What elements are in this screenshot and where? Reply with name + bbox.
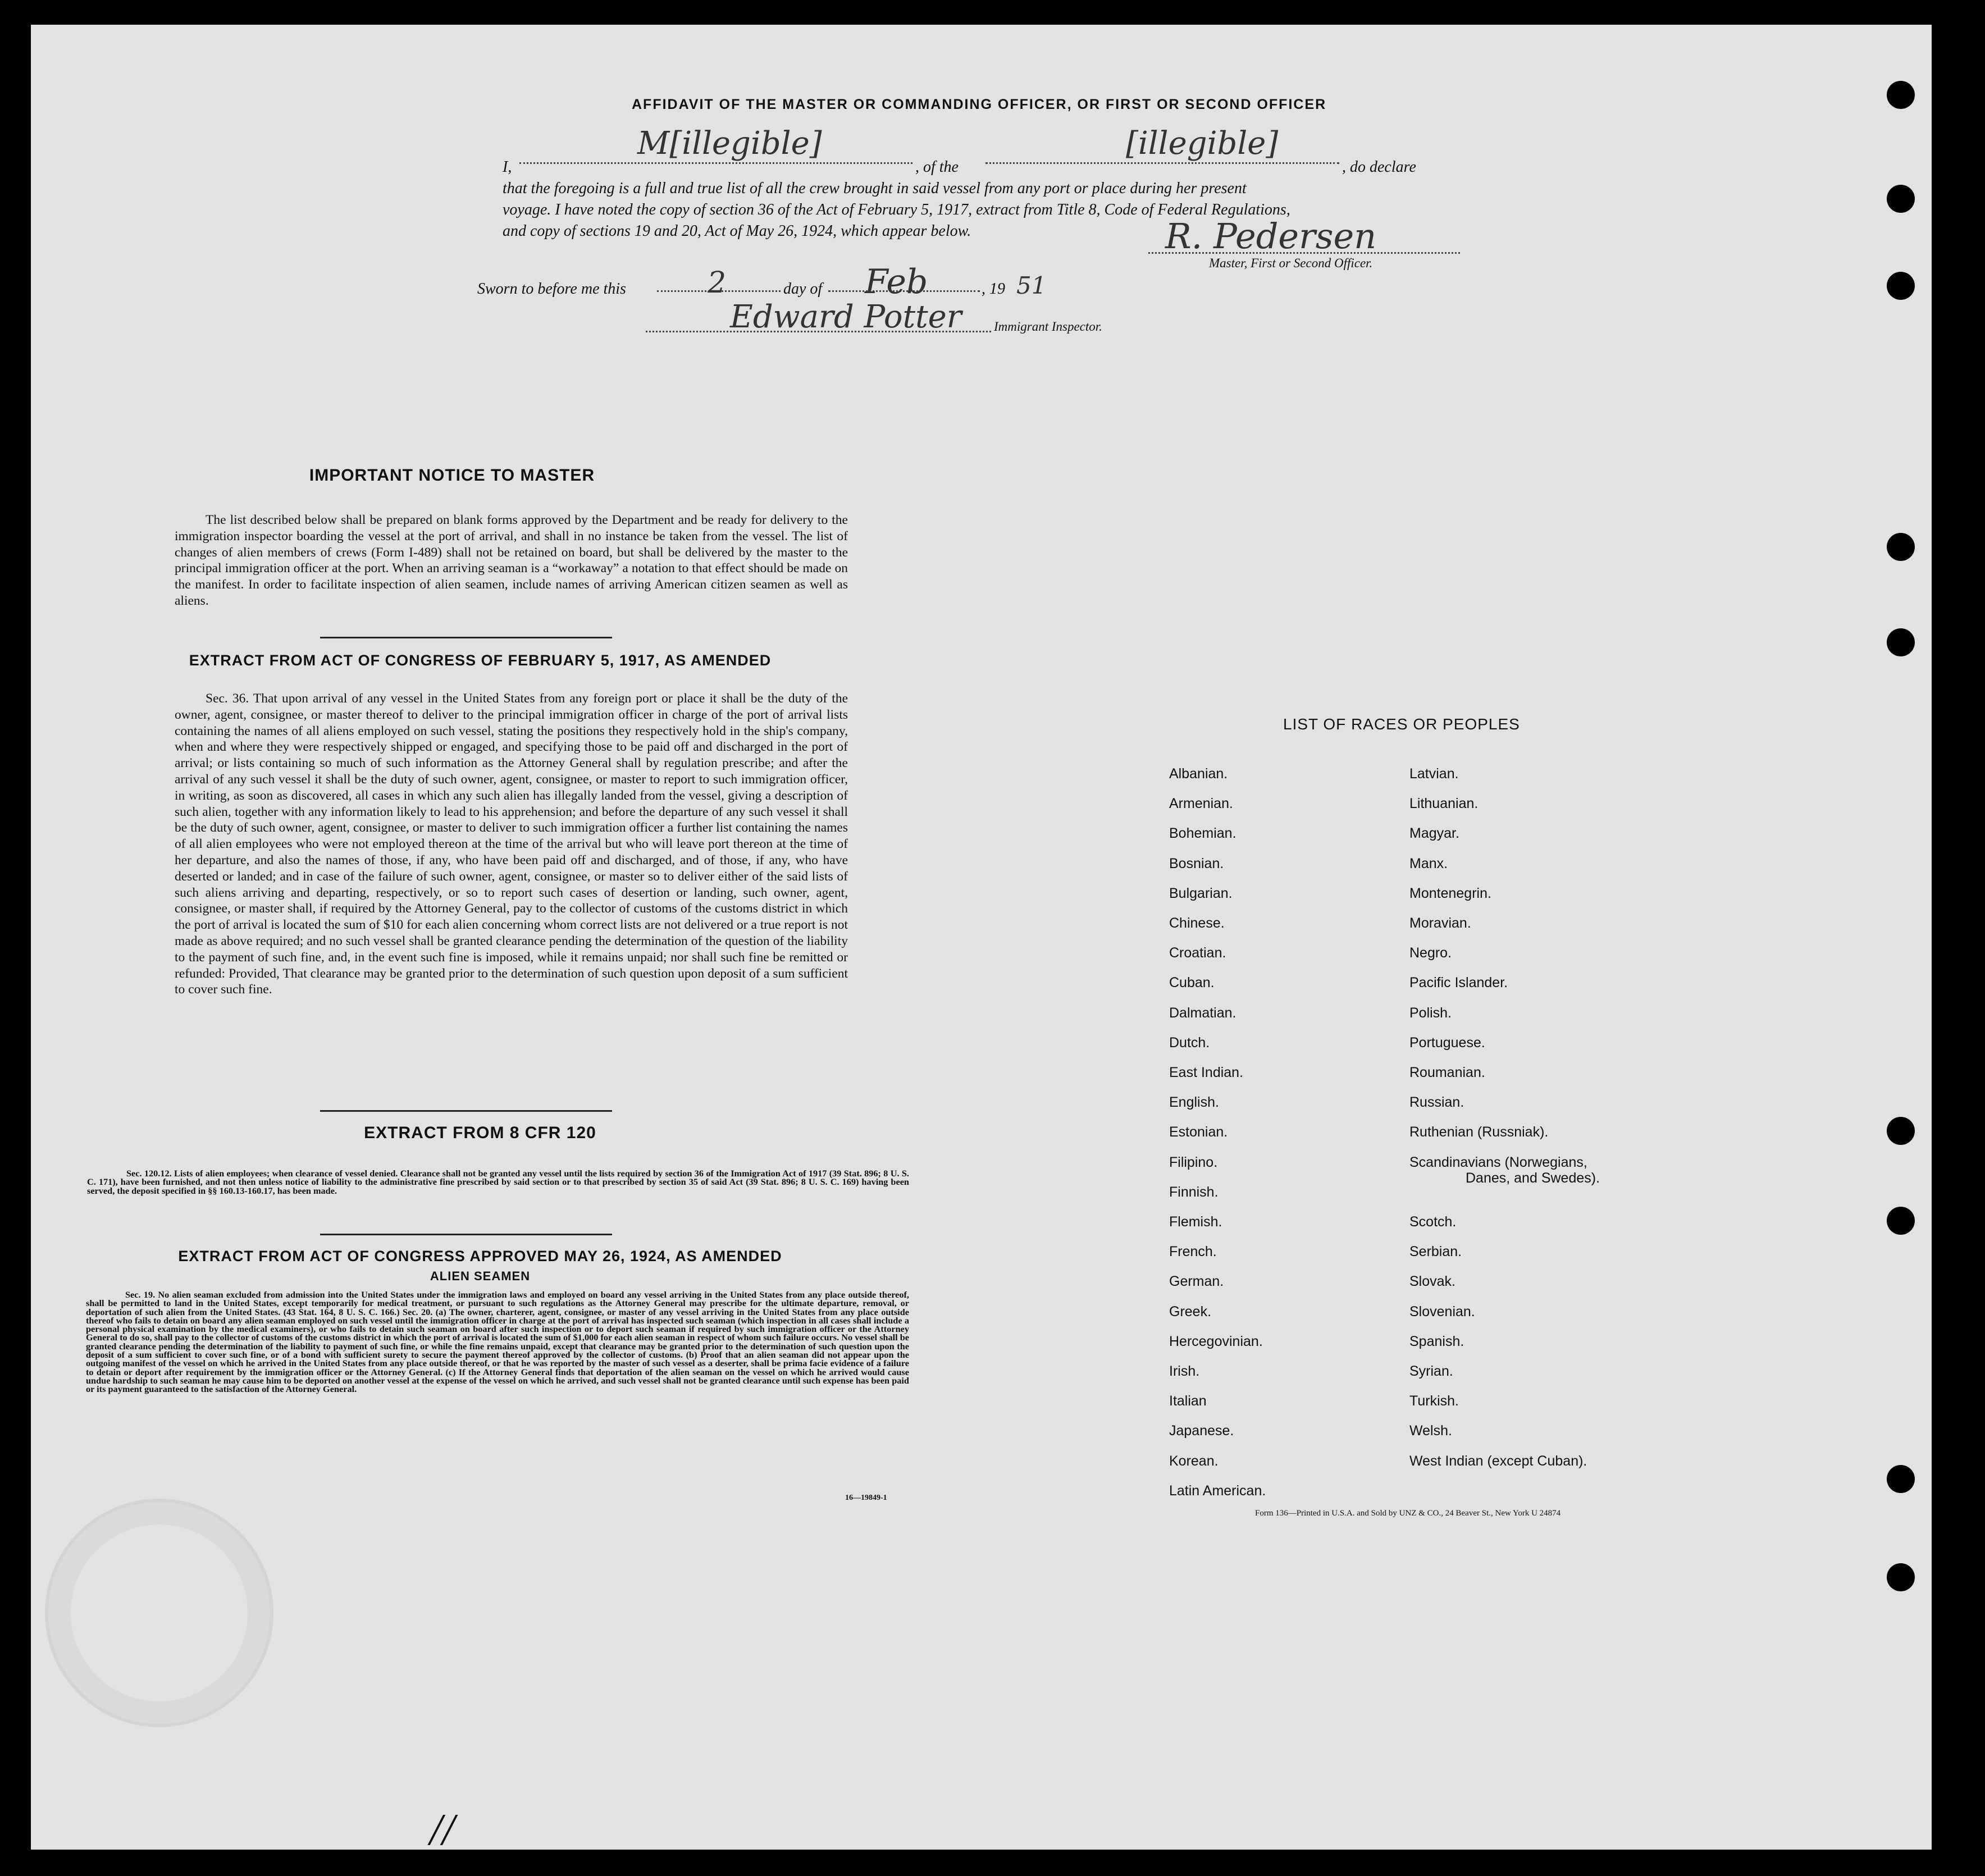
race-item: Irish.: [1169, 1363, 1200, 1379]
race-item: West Indian (except Cuban).: [1409, 1453, 1587, 1469]
name-blank: [519, 162, 912, 164]
affidavit-line-3: voyage. I have noted the copy of section 36 of the Act of February 5, 1917, extract from Title 8, Code of Federal Regulations,: [503, 201, 1290, 218]
race-item: Estonian.: [1169, 1124, 1228, 1140]
punch-hole: [1887, 1563, 1915, 1591]
punch-hole: [1887, 533, 1915, 561]
race-item: Russian.: [1409, 1094, 1464, 1111]
race-item: Albanian.: [1169, 766, 1228, 782]
vessel-name-handwriting: [illegible]: [1126, 125, 1279, 162]
race-item: Serbian.: [1409, 1244, 1462, 1260]
race-item: Magyar.: [1409, 825, 1459, 842]
sworn-month-handwriting: Feb: [865, 262, 928, 302]
master-name-handwriting: M[illegible]: [637, 125, 822, 162]
punch-hole: [1887, 81, 1915, 109]
punch-hole: [1887, 1117, 1915, 1145]
extract-cfr-title: EXTRACT FROM 8 CFR 120: [364, 1124, 596, 1142]
affidavit-line-4: and copy of sections 19 and 20, Act of May 26, 1924, which appear below.: [503, 222, 971, 240]
race-item: Bohemian.: [1169, 825, 1236, 842]
race-item: Danes, and Swedes).: [1466, 1170, 1600, 1186]
race-item: Spanish.: [1409, 1333, 1464, 1349]
extract-cfr-text: Sec. 120.12. Lists of alien employees; when clearance of vessel denied. Clearance shall not be granted any vessel until the lists required by section 36 of the Immigration Act of 1917 (39 Stat. 896; 8 U. S. C. 171), have been furnished, and not then unless notice of liability to the administrative fine prescribed by said section or to that prescribed by section 35 of said Act (39 Stat. 896; 8 U. S. C. 169) having been served, the deposit specified in §§ 160.13-160.17, has been made.: [87, 1168, 909, 1196]
document-page: [31, 25, 1932, 1855]
punch-hole: [1887, 185, 1915, 213]
race-item: German.: [1169, 1274, 1224, 1290]
affidavit-line-2: that the foregoing is a full and true list of all the crew brought in said vessel from any port or place during her present: [503, 180, 1247, 197]
race-item: Moravian.: [1409, 915, 1471, 931]
race-item: Lithuanian.: [1409, 796, 1479, 812]
divider: [320, 1234, 612, 1235]
race-item: Bulgarian.: [1169, 885, 1233, 901]
race-item: Welsh.: [1409, 1423, 1452, 1439]
race-item: Turkish.: [1409, 1393, 1459, 1409]
race-item: Filipino.: [1169, 1154, 1218, 1170]
punch-hole: [1887, 1207, 1915, 1235]
affidavit-prefix: I,: [503, 158, 512, 176]
form-footer: Form 136—Printed in U.S.A. and Sold by UNZ & CO., 24 Beaver St., New York U 24874: [1255, 1509, 1561, 1518]
divider: [320, 1110, 612, 1112]
sworn-year-handwriting: 51: [1016, 272, 1047, 299]
notice-title: IMPORTANT NOTICE TO MASTER: [309, 466, 595, 485]
master-signature: R. Pedersen: [1165, 216, 1377, 257]
race-item: Latvian.: [1409, 766, 1459, 782]
sworn-day-of: day of: [783, 280, 823, 298]
race-item: Roumanian.: [1409, 1065, 1485, 1080]
affidavit-title: AFFIDAVIT OF THE MASTER OR COMMANDING OFFICER, OR FIRST OR SECOND OFFICER: [632, 97, 1327, 112]
affidavit-do-declare: , do declare: [1342, 158, 1416, 176]
race-item: French.: [1169, 1244, 1217, 1260]
inspector-signature: Edward Potter: [730, 299, 962, 335]
sworn-prefix: Sworn to before me this: [477, 280, 626, 298]
form-code: 16—19849-1: [845, 1494, 887, 1502]
punch-hole: [1887, 1465, 1915, 1493]
race-item: Dutch.: [1169, 1034, 1210, 1051]
race-item: Pacific Islander.: [1409, 975, 1508, 991]
margin-mark: //: [430, 1805, 455, 1855]
race-item: Portuguese.: [1409, 1034, 1485, 1051]
race-item: Dalmatian.: [1169, 1005, 1236, 1021]
race-item: English.: [1169, 1094, 1219, 1111]
race-item: Negro.: [1409, 945, 1452, 961]
signature-caption: Master, First or Second Officer.: [1209, 256, 1373, 270]
race-item: Slovak.: [1409, 1274, 1455, 1290]
extract-1917-title: EXTRACT FROM ACT OF CONGRESS OF FEBRUARY 5, 1917, AS AMENDED: [189, 652, 772, 669]
race-item: Flemish.: [1169, 1214, 1222, 1230]
race-item: Cuban.: [1169, 975, 1215, 991]
divider: [320, 637, 612, 638]
extract-1924-subtitle: ALIEN SEAMEN: [430, 1269, 531, 1283]
race-item: Greek.: [1169, 1303, 1212, 1320]
extract-1924-text: Sec. 19. No alien seaman excluded from admission into the United States under the immigration laws and employed on board any vessel arriving in the United States from any place outside thereof, shall be permitted to land in the United States, except temporarily for medical treatment, or pursuant to such regulations as the Attorney General may prescribe for the ultimate departure, removal, or deportation of such alien from the United States. (43 Stat. 164, 8 U. S. C. 166.) Sec. 20. (a) The owner, charterer, agent, consignee, or master of any vessel arriving in the United States from any place outside thereof who fails to detain on board any alien seaman employed on such vessel until the immigration officer in charge at the port of arrival has inspected such seaman (which inspection in all cases shall include a personal physical examination by the medical examiners), or who fails to detain such seaman on board after such inspection or to deport such seaman if required by such immigration officer or the Attorney General to do so, shall pay to the collector of customs of the customs district in which the port of arrival is located the sum of $1,000 for each alien seaman in respect of whom such failure occurs. No vessel shall be granted clearance pending the determination of the liability to payment of such fine, or while the fine remains unpaid, except that clearance may be granted prior to the determination of such question upon the deposit of a sum sufficient to cover such fine, or of a bond with sufficient surety to secure the payment thereof approved by the collector of customs. (b) Proof that an alien seaman did not appear upon the outgoing manifest of the vessel on which he arrived in the United States from any place outside thereof, or that he was reported by the master of such vessel as a deserter, shall be prima facie evidence of a failure to detain or deport after requirement by the immigration officer or the Attorney General. (c) If the Attorney General finds that deportation of the alien seaman on the vessel on which he arrived would cause undue hardship to such seaman he may cause him to be deported on another vessel at the expense of the vessel on which he arrived, and such vessel shall not be granted clearance until such expense has been paid or its payment guaranteed to the satisfaction of the Attorney General.: [86, 1289, 909, 1395]
race-item: Chinese.: [1169, 915, 1225, 931]
race-item: Finnish.: [1169, 1184, 1219, 1200]
race-item: Polish.: [1409, 1005, 1452, 1021]
race-item: Latin American.: [1169, 1482, 1266, 1499]
race-item: Scotch.: [1409, 1214, 1457, 1230]
race-item: Italian: [1169, 1393, 1207, 1409]
extract-1917-text: Sec. 36. That upon arrival of any vessel in the United States from any foreign port or place it shall be the duty of the owner, agent, consignee, or master thereof to deliver to the principal immigration officer in charge of the port of arrival lists containing the names of all aliens employed on such vessel, stating the positions they respectively hold in the ship's company, when and where they were respectively shipped or engaged, and specifying those to be paid off and discharged in the port of arrival; or lists containing so much of such information as the Attorney General shall by regulation prescribe; and after the arrival of any such vessel it shall be the duty of such owner, agent, consignee, or master to report to such immigration officer, in writing, as soon as discovered, all cases in which any such alien has illegally landed from the vessel, giving a description of such alien, together with any information likely to lead to his apprehension; and before the departure of any such vessel it shall be the duty of such owner, agent, consignee, or master to deliver to such immigration officer a further list containing the names of all alien employees who were not employed thereon at the time of the arrival but who will leave port thereon at the time of her departure, and also the names of those, if any, who have been paid off and discharged, and of those, if any, who have deserted or landed; and in case of the failure of such owner, agent, consignee, or master so to deliver either of the said lists of such aliens arriving and departing, respectively, or so to report such cases of desertion or landing, such owner, agent, consignee, or master shall, if required by the Attorney General, pay to the collector of customs of the customs district in which the port of arrival is located the sum of $10 for each alien concerning whom correct lists are not delivered or a true report is not made as above required; and no such vessel shall be granted clearance pending the determination of the question of the liability to the payment of such fine, and, in the event such fine is imposed, while it remains unpaid; nor shall such fine be remitted or refunded: Provided, That clearance may be granted prior to the determination of such question upon deposit of a sum sufficient to cover such fine.: [175, 691, 848, 997]
affidavit-line-1: [503, 125, 1513, 178]
vessel-blank: [985, 162, 1339, 164]
embossed-seal: [45, 1499, 273, 1727]
race-item: Slovenian.: [1409, 1303, 1475, 1320]
punch-hole: [1887, 272, 1915, 300]
signature-line: [1148, 252, 1460, 254]
punch-hole: [1887, 628, 1915, 656]
race-item: Korean.: [1169, 1453, 1219, 1469]
extract-1924-title: EXTRACT FROM ACT OF CONGRESS APPROVED MAY 26, 1924, AS AMENDED: [178, 1248, 782, 1265]
inspector-caption: Immigrant Inspector.: [994, 319, 1102, 334]
races-title: LIST OF RACES OR PEOPLES: [1283, 715, 1520, 733]
notice-text: The list described below shall be prepared on blank forms approved by the Department and be ready for delivery to the immigration inspector boarding the vessel at the port of arrival, and shall in no instance be taken from the vessel. The list of changes of alien members of crews (Form I-489) shall not be retained on board, but shall be delivered by the master to the principal immigration officer at the port. When an arriving seaman is a “workaway” a notation to that effect should be made on the manifest. In order to facilitate inspection of alien seamen, include names of arriving American citizen seamen as well as aliens.: [175, 513, 848, 608]
affidavit-of-the: , of the: [915, 158, 959, 176]
race-item: Armenian.: [1169, 796, 1233, 812]
race-item: East Indian.: [1169, 1065, 1244, 1080]
sworn-day-handwriting: 2: [708, 266, 727, 300]
race-item: Japanese.: [1169, 1423, 1234, 1439]
race-item: Ruthenian (Russniak).: [1409, 1124, 1549, 1140]
race-item: Syrian.: [1409, 1363, 1453, 1379]
race-item: Hercegovinian.: [1169, 1333, 1263, 1349]
race-item: Scandinavians (Norwegians,: [1409, 1154, 1587, 1170]
race-item: Croatian.: [1169, 945, 1226, 961]
race-item: Manx.: [1409, 855, 1448, 871]
race-item: Montenegrin.: [1409, 885, 1491, 901]
race-item: Bosnian.: [1169, 855, 1224, 871]
sworn-year-prefix: , 19: [982, 280, 1005, 298]
